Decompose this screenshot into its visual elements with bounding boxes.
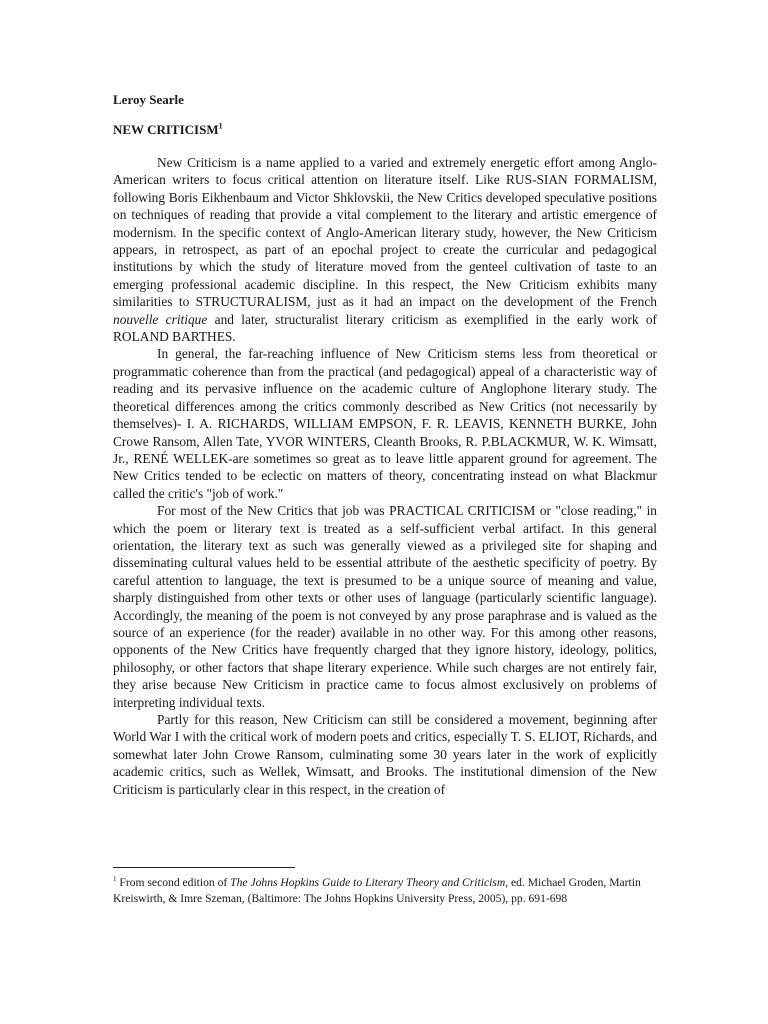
- author-name: Leroy Searle: [113, 92, 184, 107]
- paragraph-3: For most of the New Critics that job was PRACTICAL CRITICISM or "close reading," in which the poem or literary text is treated as a self-sufficient verbal artifact. In this general orientation, the literary text as such was generally viewed as a privileged site for shaping and disseminating cultural values held to be essential attribute of the aesthetic specificity of poetry. By careful attention to language, the text is presumed to be a unique source of meaning and value, sharply distinguished from other texts or other uses of language (particularly scientific language). Accordingly, the meaning of the poem is not conveyed by any prose paraphrase and is valued as the source of an experience (for the reader) available in no other way. For this among other reasons, opponents of the New Critics have frequently charged that they ignore history, ideology, politics, philosophy, or other factors that shape literary experience. While such charges are not entirely fair, they arise because New Criticism in practice came to focus almost exclusively on problems of interpreting individual texts.: [113, 503, 657, 710]
- footnote: [113, 875, 673, 907]
- footnote-book-title: The Johns Hopkins Guide to Literary Theory and Criticism: [230, 876, 506, 889]
- paragraph-1: [113, 154, 657, 345]
- footnote-marker: 1: [113, 875, 117, 884]
- nouvelle-critique-emphasis: nouvelle critique: [113, 311, 208, 327]
- paragraph-2: In general, the far-reaching influence of New Criticism stems less from theoretical or programmatic coherence than from the practical (and pedagogical) appeal of a characteristic way of reading and its pervasive influence on the academic culture of Anglophone literary study. The theoretical differences among the critics commonly described as New Critics (not necessarily by themselves)- I. A. RICHARDS, WILLIAM EMPSON, F. R. LEAVIS, KENNETH BURKE, John Crowe Ransom, Allen Tate, YVOR WINTERS, Cleanth Brooks, R. P.BLACKMUR, W. K. Wimsatt, Jr., RENÉ WELLEK-are sometimes so great as to leave little apparent ground for agreement. The New Critics tended to be eclectic on matters of theory, concentrating instead on what Blackmur called the critic's "job of work.": [113, 346, 657, 501]
- paragraph-4: Partly for this reason, New Criticism can still be considered a movement, beginning after World War I with the critical work of modern poets and critics, especially T. S. ELIOT, Richards, and somewhat later John Crowe Ransom, culminating some 30 years later in the work of explicitly academic critics, such as Wellek, Wimsatt, and Brooks. The institutional dimension of the New Criticism is particularly clear in this respect, in the creation of: [113, 712, 657, 797]
- article-title-text: NEW CRITICISM: [113, 122, 219, 137]
- body-text: [113, 154, 657, 798]
- footnote-text: From second edition of: [116, 876, 231, 889]
- paragraph-1-text: New Criticism is a name applied to a varied and extremely energetic effort among Anglo-American writers to focus critical attention on literature itself. Like RUS-SIAN FORMALISM, following Boris Eikhenbaum and Victor Shklovskii, the New Critics developed speculative positions on techniques of reading that provide a vital complement to the literary and artistic emergence of modernism. In the specific context of Anglo-American literary study, however, the New Criticism appears, in retrospect, as part of an epochal project to create the curricular and pedagogical institutions by which the study of literature moved from the genteel cultivation of taste to an emerging professional academic discipline. In this respect, the New Criticism exhibits many similarities to STRUCTURALISM, just as it had an impact on the development of the French: [113, 155, 657, 310]
- footnote-reference: 1: [218, 121, 223, 131]
- article-title: [113, 122, 223, 138]
- paragraph-1-text-end: and later, structuralist literary criticism as exemplified in the early work of ROLAND BARTHES.: [113, 311, 657, 345]
- footnote-divider: [113, 867, 295, 868]
- footnote-text-end: , ed. Michael Groden, Martin Kreiswirth, & Imre Szeman, (Baltimore: The Johns Hopkins University Press, 2005), pp. 691-698: [113, 876, 641, 905]
